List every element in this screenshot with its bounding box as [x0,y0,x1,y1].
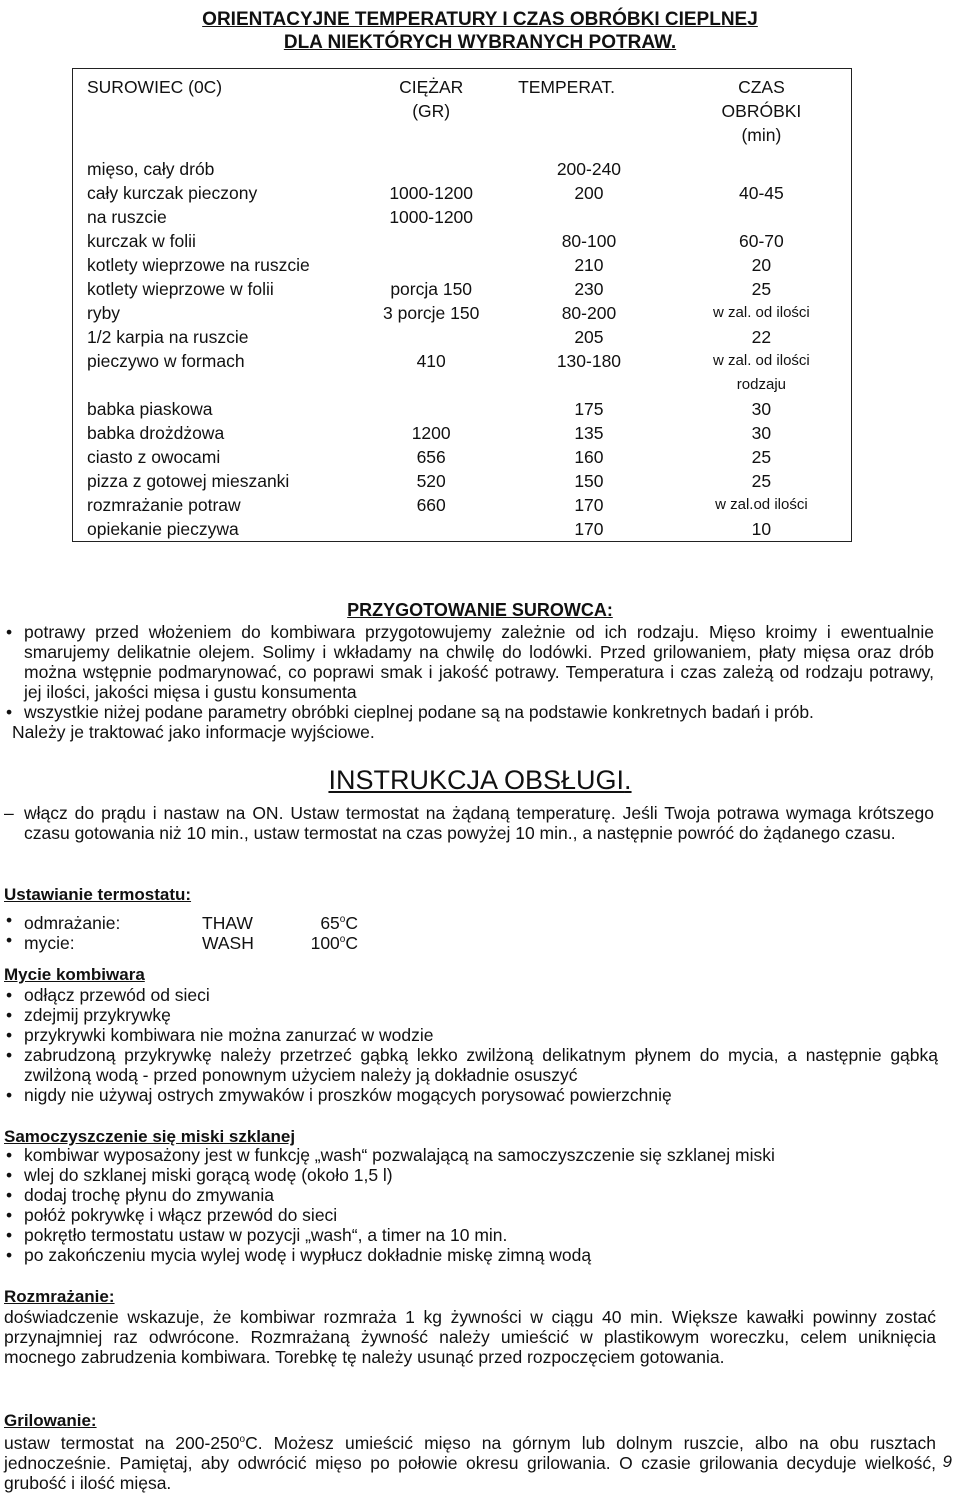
cell-ingredient: ryby [87,302,121,323]
cell-time [672,157,852,181]
cell-weight: 1000-1200 [389,206,474,227]
cell-time: 30 [751,398,772,419]
table-row [73,421,852,445]
cell-weight [356,253,506,277]
cell-temperature: 200-240 [556,158,622,179]
table-row [73,325,852,349]
cell-weight: 1200 [411,422,451,443]
table-row [73,397,852,421]
cell-ingredient: 1/2 karpia na ruszcie [87,326,249,347]
table-row [73,229,852,253]
cell-ingredient: cały kurczak pieczony [87,182,258,203]
page-subtitle [0,31,960,54]
cell-weight: 656 [416,446,446,467]
cell-ingredient: opiekanie pieczywa [87,518,239,539]
prep-note: Należy je traktować jako informacje wyjściowe. [12,722,375,742]
table-row [73,373,852,397]
cell-weight: porcja 150 [390,278,473,299]
cell-ingredient: kurczak w folii [87,230,196,251]
cooking-table [72,68,852,542]
table-row [73,493,852,517]
cell-ingredient: ciasto z owocami [87,446,221,467]
header-ingredient: SUROWIEC (0C) [87,77,223,97]
cell-time: 25 [751,446,772,467]
thermo-heading: Ustawianie termostatu: [4,885,192,904]
table-row [73,301,852,325]
cell-ingredient: na ruszcie [87,206,167,227]
grill-text: ustaw termostat na 200-250$^o$C. Możesz umieścić mięso na górnym lub dolnym ruszcie, albo na obu rusztach jednocześnie. Pamiętaj, aby odwrócić mięso po połowie okresu grilowania. O czasie grilowania decyduje wielkość, grubość i ilość mięsa. [4,1432,936,1493]
selfclean-heading: Samoczyszczenie się miski szklanej [4,1127,296,1146]
selfclean-item: • kombiwar wyposażony jest w funkcję „wash“ pozwalającą na samoczyszczenie się szklanej miski [4,1145,938,1165]
defrost-text: doświadczenie wskazuje, że kombiwar rozmraża 1 kg żywności w ciągu 40 min. Większe kawałki powinny zostać przynajmniej raz odwrócone. Rozmrażaną żywność należy umieścić w plastikowym woreczku, celem uniknięcia mocnego zabrudzenia kombiwara. Torebkę tę należy usunąć przed rozpoczęciem gotowania. [4,1307,936,1367]
cell-temperature: 135 [574,422,604,443]
selfclean-item: • wlej do szklanej miski gorącą wodę (około 1,5 l) [4,1165,938,1185]
wash-item: • zdejmij przykrywkę [4,1005,938,1025]
cell-time: w zal. od ilości [713,351,810,369]
wash-item: • odłącz przewód od sieci [4,985,938,1005]
cell-temperature: 200 [574,182,604,203]
cell-weight [356,517,506,542]
cell-time: 25 [751,470,772,491]
cell-time: 60-70 [739,230,784,251]
cell-weight: 410 [416,350,446,371]
cell-temperature: 205 [574,326,604,347]
header-temperature: TEMPERAT. [518,77,615,97]
cell-temperature [506,205,672,229]
cell-temperature: 230 [574,278,604,299]
prep-heading: PRZYGOTOWANIE SUROWCA: [347,600,613,620]
cell-ingredient: kotlety wieprzowe w folii [87,278,274,299]
wash-list [4,985,938,1105]
cell-temperature: 175 [574,398,604,419]
cell-weight: 3 porcje 150 [383,302,480,323]
cell-weight [356,229,506,253]
cell-ingredient: pieczywo w formach [87,350,245,371]
thermo-item: • odmrażanie: THAW 65$^o$C [4,910,504,930]
cell-time: 10 [751,518,772,539]
cell-temperature: 170 [574,518,604,539]
cell-temperature: 80-200 [561,302,617,323]
table-row [73,469,852,493]
cell-temperature: 80-100 [561,230,617,251]
cell-time: 22 [751,326,772,347]
table-row [73,445,852,469]
prep-section [4,622,934,742]
table-row [73,277,852,301]
cell-weight: 660 [416,494,446,515]
cell-temperature: 170 [574,494,604,515]
cell-weight [356,325,506,349]
wash-item: • nigdy nie używaj ostrych zmywaków i proszków mogących porysować powierzchnię [4,1085,938,1105]
table-row [73,253,852,277]
cell-temperature: 160 [574,446,604,467]
grill-heading: Grilowanie: [4,1411,97,1430]
wash-item: • przykrywki kombiwara nie można zanurzać w wodzie [4,1025,938,1045]
cell-weight: 1000-1200 [389,182,474,203]
cell-time: rodzaju [736,375,786,393]
page-number: 9 [942,1452,952,1471]
table-row [73,181,852,205]
cell-weight [356,373,506,397]
selfclean-item: • po zakończeniu mycia wylej wodę i wypłucz dokładnie miskę zimną wodą [4,1245,938,1265]
cell-weight [356,157,506,181]
defrost-heading: Rozmrażanie: [4,1287,115,1306]
selfclean-item: • pokrętło termostatu ustaw w pozycji „wash“, a timer na 10 min. [4,1225,938,1245]
cell-ingredient: kotlety wieprzowe na ruszcie [87,254,310,275]
wash-item: • zabrudzoną przykrywkę należy przetrzeć gąbką lekko zwilżoną delikatnym płynem do mycia, a następnie gąbką zwilżoną wodą - przed ponownym użyciem należy ją dokładnie osuszyć [4,1045,938,1085]
cell-time: w zal. od ilości [713,303,810,321]
table-body [73,157,852,542]
prep-bullet-2: • wszystkie niżej podane parametry obróbki cieplnej podane są na podstawie konkretnych badań i prób. [4,702,934,722]
table-row [73,349,852,373]
cell-ingredient [73,373,357,397]
table-row [73,205,852,229]
selfclean-item: • połóż pokrywkę i włącz przewód do sieci [4,1205,938,1225]
title-line-2: DLA NIEKTÓRYCH WYBRANYCH POTRAW. [283,32,677,53]
cell-time: 40-45 [739,182,784,203]
table-header-row [73,69,852,157]
page-title [0,8,960,31]
cell-weight: 520 [416,470,446,491]
cell-temperature: 210 [574,254,604,275]
cell-time: 25 [751,278,772,299]
cell-time: 20 [751,254,772,275]
table-row [73,517,852,542]
selfclean-item: • dodaj trochę płynu do zmywania [4,1185,938,1205]
thermo-list [4,910,504,953]
prep-bullet-1: • potrawy przed włożeniem do kombiwara przygotowujemy zależnie od ich rodzaju. Mięso kroimy i ewentualnie smarujemy delikatnie olejem. Solimy i wkładamy na chwilę do lodówki. Przed grilowaniem, płaty mięsa oraz drób można wstępnie podmarynować, co poprawi smak i jakość potrawy. Temperatura i czas zależą od rodzaju potrawy, jej ilości, jakości mięsa i gustu konsumenta [4,622,934,702]
cell-temperature [506,373,672,397]
cell-time [672,205,852,229]
cell-time: 30 [751,422,772,443]
thermo-item: • mycie: WASH 100$^o$C [4,930,504,950]
wash-heading: Mycie kombiwara [4,965,145,984]
cell-ingredient: babka piaskowa [87,398,213,419]
instructions-heading: INSTRUKCJA OBSŁUGI. [328,765,632,795]
cell-ingredient: babka drożdżowa [87,422,225,443]
cell-temperature: 150 [574,470,604,491]
header-time: CZAS OBRÓBKI (min) [721,77,802,145]
table-row [73,157,852,181]
cell-ingredient: pizza z gotowej mieszanki [87,470,290,491]
selfclean-list [4,1145,938,1265]
cell-temperature: 130-180 [556,350,622,371]
cell-time: w zal.od ilości [715,495,808,513]
cell-weight [356,397,506,421]
cell-ingredient: rozmrażanie potraw [87,494,241,515]
instructions-text: – włącz do prądu i nastaw na ON. Ustaw termostat na żądaną temperaturę. Jeśli Twoja potrawa wymaga krótszego czasu gotowania niż 10 min., ustaw termostat na czas powyżej 10 min., a następnie powróć do żądanego czasu. [4,803,934,843]
title-line-1: ORIENTACYJNE TEMPERATURY I CZAS OBRÓBKI CIEPLNEJ [202,9,758,30]
header-weight: CIĘŻAR (GR) [399,77,464,121]
cell-ingredient: mięso, cały drób [87,158,215,179]
